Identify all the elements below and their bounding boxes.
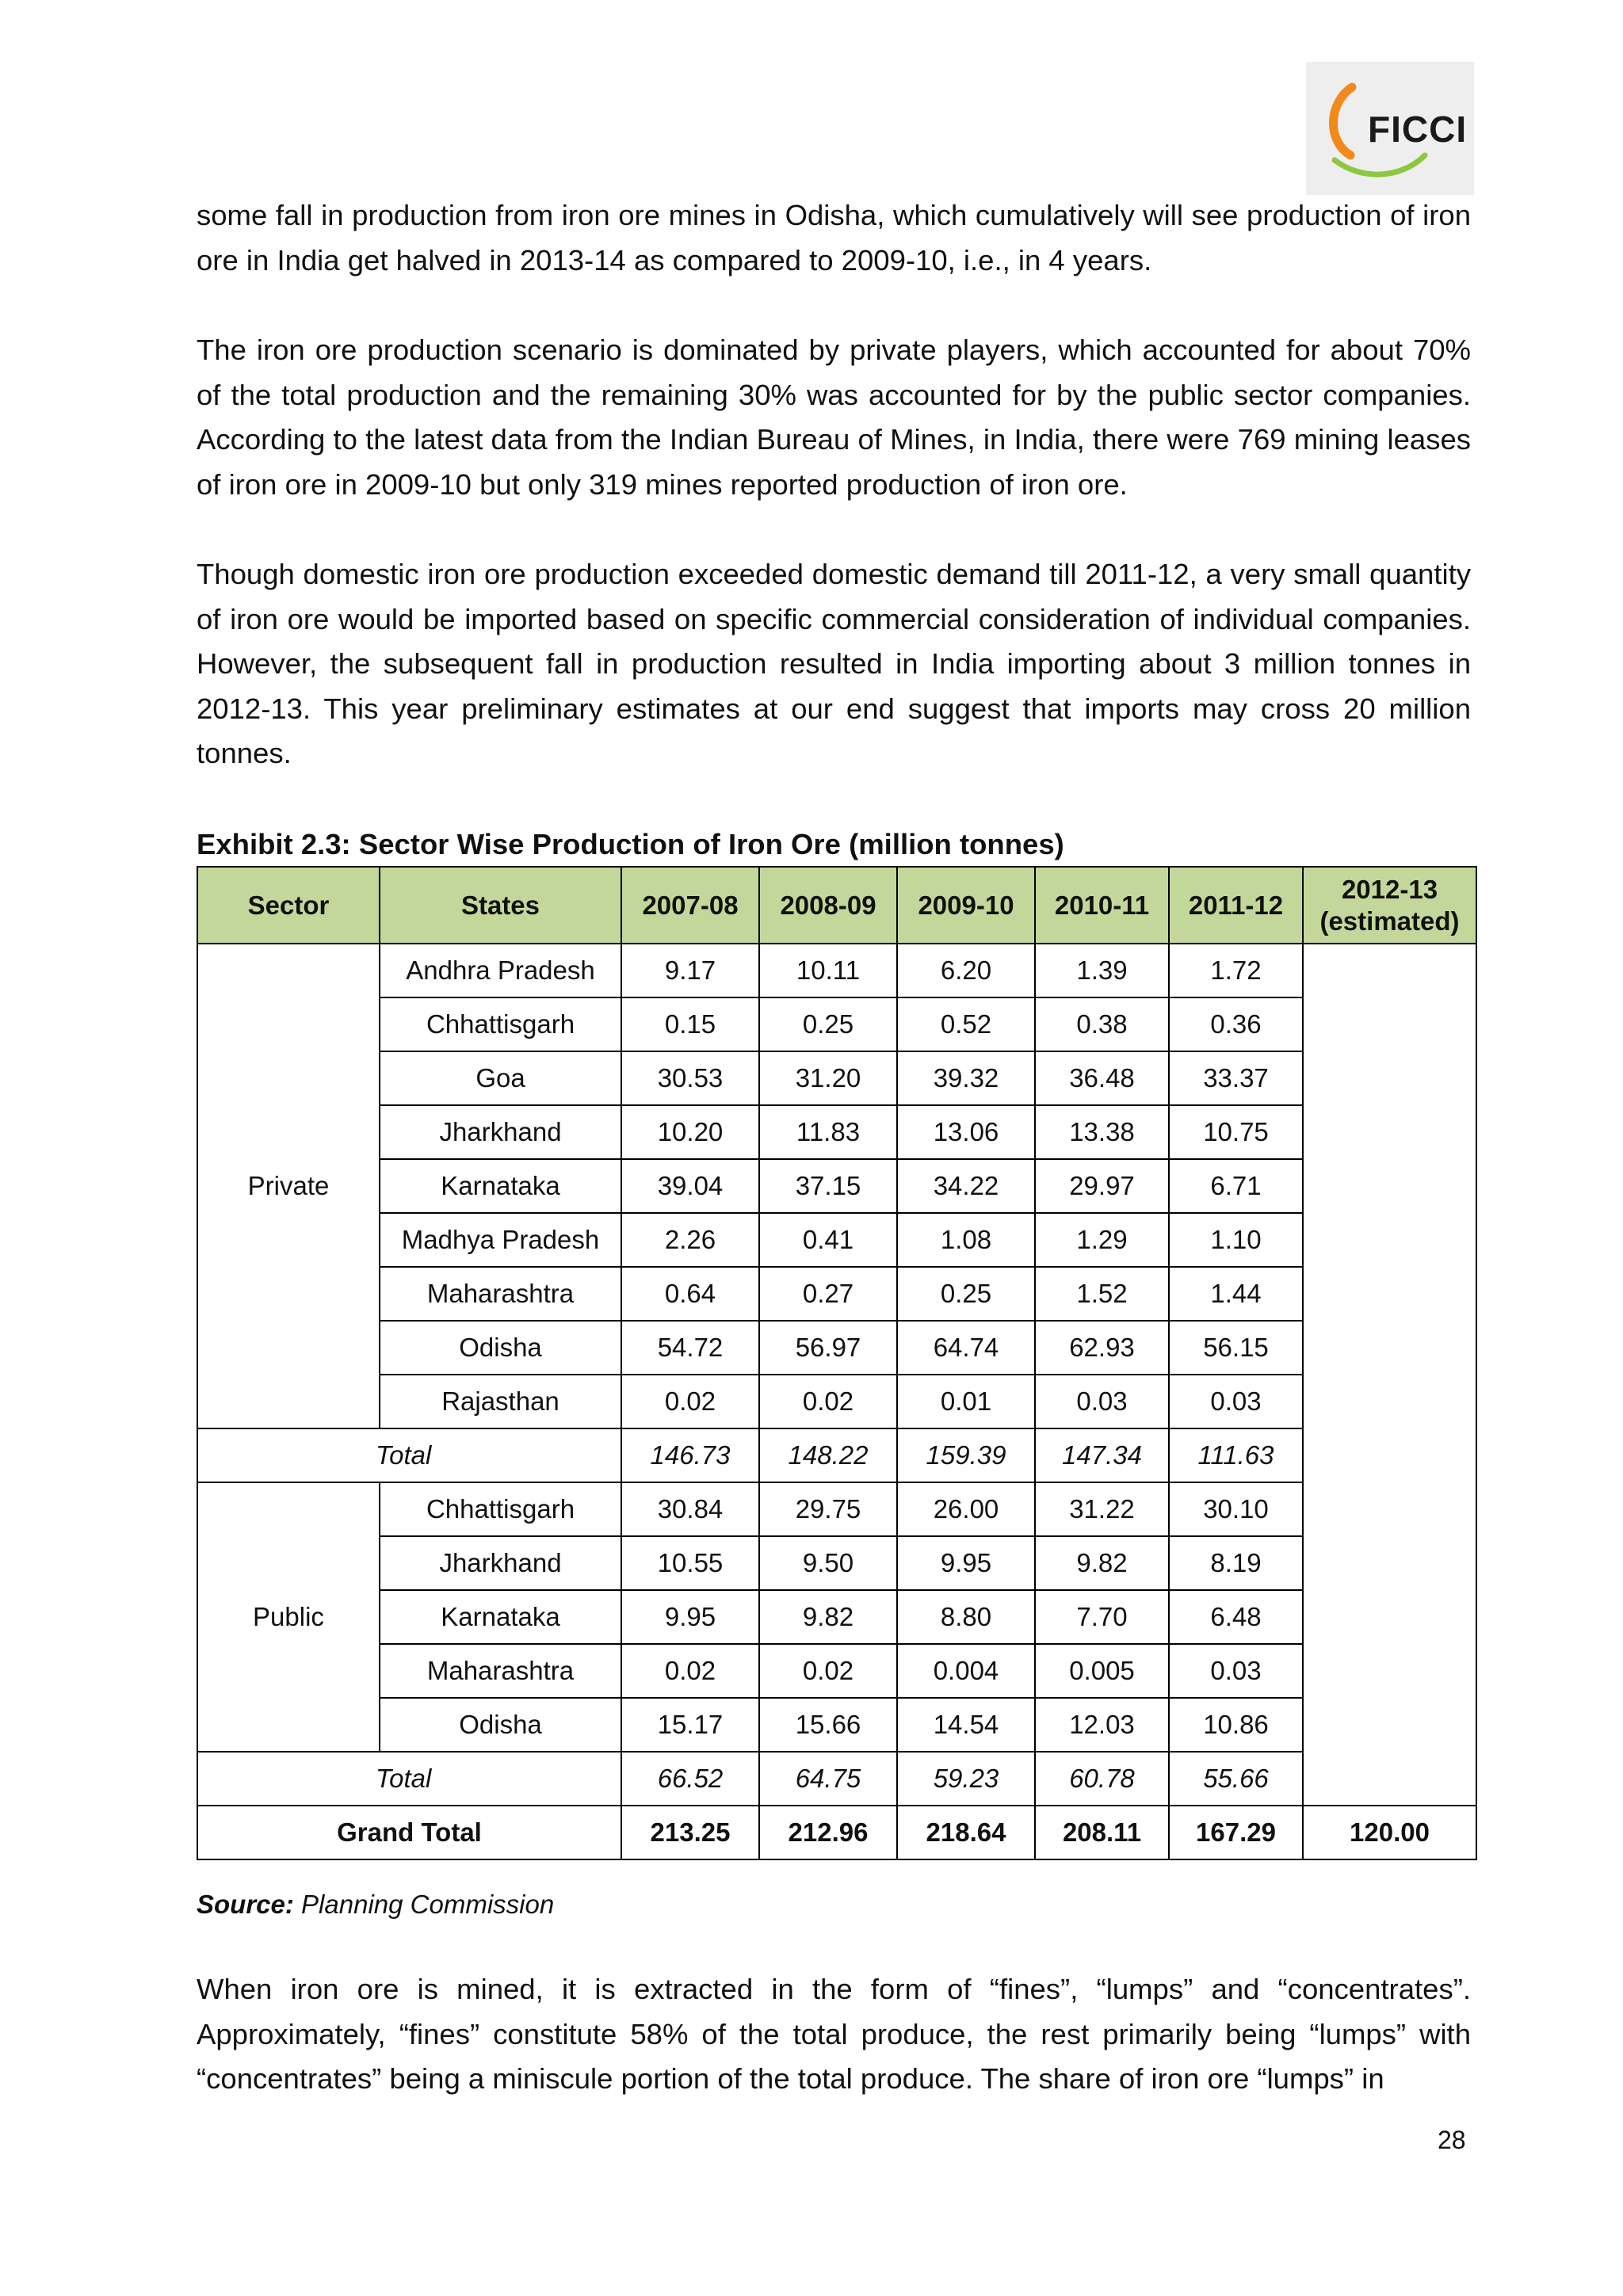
value-cell: 6.48 xyxy=(1169,1590,1303,1644)
value-cell: 29.97 xyxy=(1035,1159,1169,1213)
value-cell: 34.22 xyxy=(897,1159,1035,1213)
value-cell: 7.70 xyxy=(1035,1590,1169,1644)
value-cell: 56.97 xyxy=(759,1321,897,1375)
value-cell: 1.29 xyxy=(1035,1213,1169,1267)
value-cell: 0.005 xyxy=(1035,1644,1169,1698)
grand-total-row xyxy=(197,1806,1476,1859)
value-cell: 9.95 xyxy=(621,1590,759,1644)
state-cell: Rajasthan xyxy=(380,1375,621,1428)
value-cell: 29.75 xyxy=(759,1482,897,1536)
value-cell: 39.04 xyxy=(621,1159,759,1213)
grand-total-value-cell: 213.25 xyxy=(621,1806,759,1859)
paragraph-1: some fall in production from iron ore mines in Odisha, which cumulatively will see production of iron ore in India get halved in 2013-14 as compared to 2009-10, i.e., in 4 years. xyxy=(197,199,1471,277)
value-cell: 0.64 xyxy=(621,1267,759,1321)
value-cell: 1.39 xyxy=(1035,944,1169,997)
value-cell: 0.25 xyxy=(897,1267,1035,1321)
value-cell: 9.82 xyxy=(1035,1536,1169,1590)
state-cell: Odisha xyxy=(380,1321,621,1375)
value-cell: 30.10 xyxy=(1169,1482,1303,1536)
logo-text: FICCI xyxy=(1368,109,1468,150)
table-row xyxy=(197,1375,1476,1428)
paragraph-3: Though domestic iron ore production exceeded domestic demand till 2011-12, a very small quantity of iron ore would be imported based on specific commercial consideration of individual companies. However, the subsequent fall in production resulted in India importing about 3 million tonnes in 2012-13. This year preliminary estimates at our end suggest that imports may cross 20 million tonnes. xyxy=(197,558,1471,769)
value-cell: 31.20 xyxy=(759,1051,897,1105)
grand-total-value-cell: 218.64 xyxy=(897,1806,1035,1859)
table-body xyxy=(197,944,1476,1859)
value-cell: 0.27 xyxy=(759,1267,897,1321)
state-cell: Karnataka xyxy=(380,1159,621,1213)
value-cell: 1.72 xyxy=(1169,944,1303,997)
value-cell: 0.36 xyxy=(1169,997,1303,1051)
table-row xyxy=(197,1590,1476,1644)
state-cell: Maharashtra xyxy=(380,1267,621,1321)
value-cell: 54.72 xyxy=(621,1321,759,1375)
header-2008-09: 2008-09 xyxy=(759,867,897,944)
value-cell: 64.74 xyxy=(897,1321,1035,1375)
value-cell: 37.15 xyxy=(759,1159,897,1213)
value-cell: 2.26 xyxy=(621,1213,759,1267)
value-cell: 13.38 xyxy=(1035,1105,1169,1159)
value-cell: 0.41 xyxy=(759,1213,897,1267)
table-row xyxy=(197,944,1476,997)
value-cell: 0.03 xyxy=(1169,1375,1303,1428)
value-cell: 33.37 xyxy=(1169,1051,1303,1105)
ficci-logo xyxy=(1306,62,1474,195)
total-value-cell: 60.78 xyxy=(1035,1752,1169,1806)
total-row-private xyxy=(197,1428,1476,1482)
header-2012-13-year: 2012-13 xyxy=(1341,874,1438,904)
value-cell: 0.15 xyxy=(621,997,759,1051)
value-cell: 0.25 xyxy=(759,997,897,1051)
grand-total-value-cell: 167.29 xyxy=(1169,1806,1303,1859)
value-cell: 6.20 xyxy=(897,944,1035,997)
table-row xyxy=(197,997,1476,1051)
value-cell: 0.38 xyxy=(1035,997,1169,1051)
table-row xyxy=(197,1051,1476,1105)
header-sector: Sector xyxy=(197,867,380,944)
table-row xyxy=(197,1267,1476,1321)
state-cell: Odisha xyxy=(380,1698,621,1752)
value-cell: 15.17 xyxy=(621,1698,759,1752)
total-value-cell: 55.66 xyxy=(1169,1752,1303,1806)
state-cell: Chhattisgarh xyxy=(380,997,621,1051)
header-states: States xyxy=(380,867,621,944)
value-cell: 14.54 xyxy=(897,1698,1035,1752)
header-2010-11: 2010-11 xyxy=(1035,867,1169,944)
value-cell: 0.03 xyxy=(1169,1644,1303,1698)
table-row xyxy=(197,1698,1476,1752)
value-cell: 0.004 xyxy=(897,1644,1035,1698)
sector-cell-public: Public xyxy=(197,1482,380,1752)
total-value-cell: 66.52 xyxy=(621,1752,759,1806)
paragraph-2: The iron ore production scenario is dominated by private players, which accounted for about 70% of the total production and the remaining 30% was accounted for by the public sector companies. According to the latest data from the Indian Bureau of Mines, in India, there were 769 mining leases of iron ore in 2009-10 but only 319 mines reported production of iron ore. xyxy=(197,334,1471,501)
total-row-public xyxy=(197,1752,1476,1806)
paragraph-4: When iron ore is mined, it is extracted in the form of “fines”, “lumps” and “concentrates”. Approximately, “fines” constitute 58% of the total produce, the rest primarily being “lumps” with “concentrates” being a miniscule portion of the total produce. The share of iron ore “lumps” in xyxy=(197,1973,1471,2095)
total-value-cell: 111.63 xyxy=(1169,1428,1303,1482)
header-2012-13 xyxy=(1303,867,1476,944)
header-2011-12: 2011-12 xyxy=(1169,867,1303,944)
value-cell: 0.02 xyxy=(621,1375,759,1428)
grand-total-label-cell: Grand Total xyxy=(197,1806,621,1859)
value-cell: 0.52 xyxy=(897,997,1035,1051)
value-cell: 30.53 xyxy=(621,1051,759,1105)
value-cell: 1.44 xyxy=(1169,1267,1303,1321)
header-2009-10: 2009-10 xyxy=(897,867,1035,944)
table-row xyxy=(197,1213,1476,1267)
total-label-cell: Total xyxy=(197,1752,621,1806)
value-cell: 6.71 xyxy=(1169,1159,1303,1213)
table-header-row xyxy=(197,867,1476,944)
value-cell: 8.80 xyxy=(897,1590,1035,1644)
value-cell: 1.52 xyxy=(1035,1267,1169,1321)
sector-cell-private: Private xyxy=(197,944,380,1428)
source-note xyxy=(197,1887,554,1922)
value-cell: 1.10 xyxy=(1169,1213,1303,1267)
value-cell: 8.19 xyxy=(1169,1536,1303,1590)
value-cell: 9.82 xyxy=(759,1590,897,1644)
grand-total-value-cell: 120.00 xyxy=(1303,1806,1476,1859)
total-value-cell: 148.22 xyxy=(759,1428,897,1482)
value-cell: 0.03 xyxy=(1035,1375,1169,1428)
exhibit-title: Exhibit 2.3: Sector Wise Production of Iron Ore (million tonnes) xyxy=(197,828,1064,860)
header-2007-08: 2007-08 xyxy=(621,867,759,944)
value-cell: 10.11 xyxy=(759,944,897,997)
total-value-cell: 146.73 xyxy=(621,1428,759,1482)
state-cell: Maharashtra xyxy=(380,1644,621,1698)
grand-total-value-cell: 212.96 xyxy=(759,1806,897,1859)
state-cell: Jharkhand xyxy=(380,1105,621,1159)
value-cell: 30.84 xyxy=(621,1482,759,1536)
table-row xyxy=(197,1321,1476,1375)
value-cell: 15.66 xyxy=(759,1698,897,1752)
state-cell: Karnataka xyxy=(380,1590,621,1644)
table-row xyxy=(197,1482,1476,1536)
value-cell: 13.06 xyxy=(897,1105,1035,1159)
estimate-empty-cell xyxy=(1303,944,1476,1806)
state-cell: Goa xyxy=(380,1051,621,1105)
state-cell: Madhya Pradesh xyxy=(380,1213,621,1267)
total-value-cell: 159.39 xyxy=(897,1428,1035,1482)
value-cell: 10.75 xyxy=(1169,1105,1303,1159)
value-cell: 10.20 xyxy=(621,1105,759,1159)
source-text: Planning Commission xyxy=(293,1890,555,1919)
grand-total-value-cell: 208.11 xyxy=(1035,1806,1169,1859)
table-row xyxy=(197,1536,1476,1590)
total-value-cell: 147.34 xyxy=(1035,1428,1169,1482)
total-value-cell: 64.75 xyxy=(759,1752,897,1806)
source-label: Source: xyxy=(197,1890,294,1919)
table-row xyxy=(197,1644,1476,1698)
value-cell: 9.50 xyxy=(759,1536,897,1590)
total-value-cell: 59.23 xyxy=(897,1752,1035,1806)
value-cell: 56.15 xyxy=(1169,1321,1303,1375)
state-cell: Chhattisgarh xyxy=(380,1482,621,1536)
value-cell: 26.00 xyxy=(897,1482,1035,1536)
value-cell: 39.32 xyxy=(897,1051,1035,1105)
header-2012-13-note: (estimated) xyxy=(1319,906,1460,936)
value-cell: 12.03 xyxy=(1035,1698,1169,1752)
total-label-cell: Total xyxy=(197,1428,621,1482)
value-cell: 10.86 xyxy=(1169,1698,1303,1752)
value-cell: 0.02 xyxy=(621,1644,759,1698)
production-table xyxy=(197,866,1477,1860)
value-cell: 9.17 xyxy=(621,944,759,997)
page-number: 28 xyxy=(1438,2126,1466,2154)
value-cell: 0.02 xyxy=(759,1375,897,1428)
value-cell: 31.22 xyxy=(1035,1482,1169,1536)
value-cell: 0.02 xyxy=(759,1644,897,1698)
state-cell: Andhra Pradesh xyxy=(380,944,621,997)
state-cell: Jharkhand xyxy=(380,1536,621,1590)
value-cell: 36.48 xyxy=(1035,1051,1169,1105)
table-row xyxy=(197,1105,1476,1159)
value-cell: 10.55 xyxy=(621,1536,759,1590)
value-cell: 11.83 xyxy=(759,1105,897,1159)
table-row xyxy=(197,1159,1476,1213)
value-cell: 62.93 xyxy=(1035,1321,1169,1375)
value-cell: 0.01 xyxy=(897,1375,1035,1428)
value-cell: 9.95 xyxy=(897,1536,1035,1590)
value-cell: 1.08 xyxy=(897,1213,1035,1267)
